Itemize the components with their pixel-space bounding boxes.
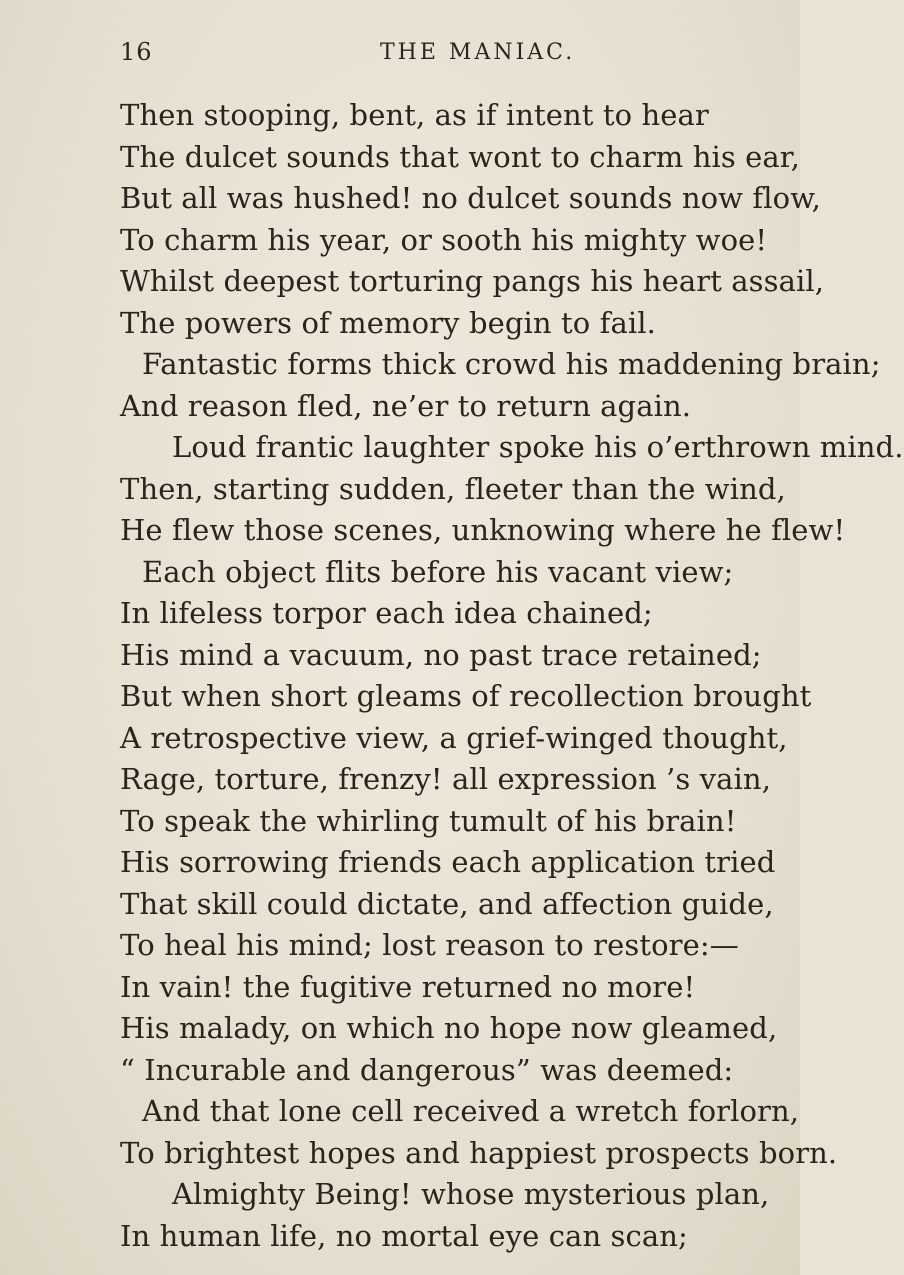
poem-line: His malady, on which no hope now gleamed,: [120, 1011, 778, 1045]
poem-line: “ Incurable and dangerous” was deemed:: [120, 1052, 734, 1087]
poem-line: But when short gleams of recollection brought: [120, 679, 812, 713]
poem-line: In human life, no mortal eye can scan;: [120, 1218, 688, 1253]
poem-line: But all was hushed! no dulcet sounds now flow,: [120, 181, 821, 215]
poem-line: To charm his year, or sooth his mighty woe!: [120, 222, 768, 257]
poem-line: A retrospective view, a grief-winged thought,: [120, 720, 788, 755]
poem-line: His sorrowing friends each application tried: [120, 845, 776, 879]
poem-line: Whilst deepest torturing pangs his heart assail,: [120, 264, 825, 298]
poem-line: Rage, torture, frenzy! all expression ’s vain,: [120, 762, 772, 796]
poem-line: To heal his mind; lost reason to restore:—: [120, 928, 739, 962]
poem-body: [120, 95, 904, 1257]
poem-line: To speak the whirling tumult of his brain!: [120, 803, 737, 838]
running-title: THE MANIAC.: [380, 40, 576, 65]
poem-line: That skill could dictate, and affection guide,: [120, 886, 774, 921]
poem-line: Then, starting sudden, fleeter than the wind,: [120, 471, 786, 506]
page-number: 16: [120, 38, 153, 66]
poem-line: Fantastic forms thick crowd his maddening brain;: [142, 347, 881, 381]
poem-line: He flew those scenes, unknowing where he flew!: [120, 513, 846, 547]
poem-line: The dulcet sounds that wont to charm his ear,: [120, 139, 800, 174]
poem-line: Almighty Being! whose mysterious plan,: [172, 1177, 770, 1211]
poem-line: Each object flits before his vacant view;: [142, 554, 734, 589]
poem-line: Then stooping, bent, as if intent to hear: [120, 98, 709, 132]
poem-line: And that lone cell received a wretch forlorn,: [142, 1094, 800, 1128]
poem-line: In lifeless torpor each idea chained;: [120, 596, 653, 630]
poem-line: To brightest hopes and happiest prospects born.: [120, 1135, 838, 1170]
running-head: [110, 28, 720, 68]
poem-line: His mind a vacuum, no past trace retained;: [120, 637, 762, 672]
poem-line: In vain! the fugitive returned no more!: [120, 969, 696, 1004]
poem-line: And reason fled, ne’er to return again.: [120, 388, 692, 423]
poem-line: The powers of memory begin to fail.: [120, 305, 656, 340]
poem-line: Loud frantic laughter spoke his o’erthrown mind.: [172, 430, 904, 464]
